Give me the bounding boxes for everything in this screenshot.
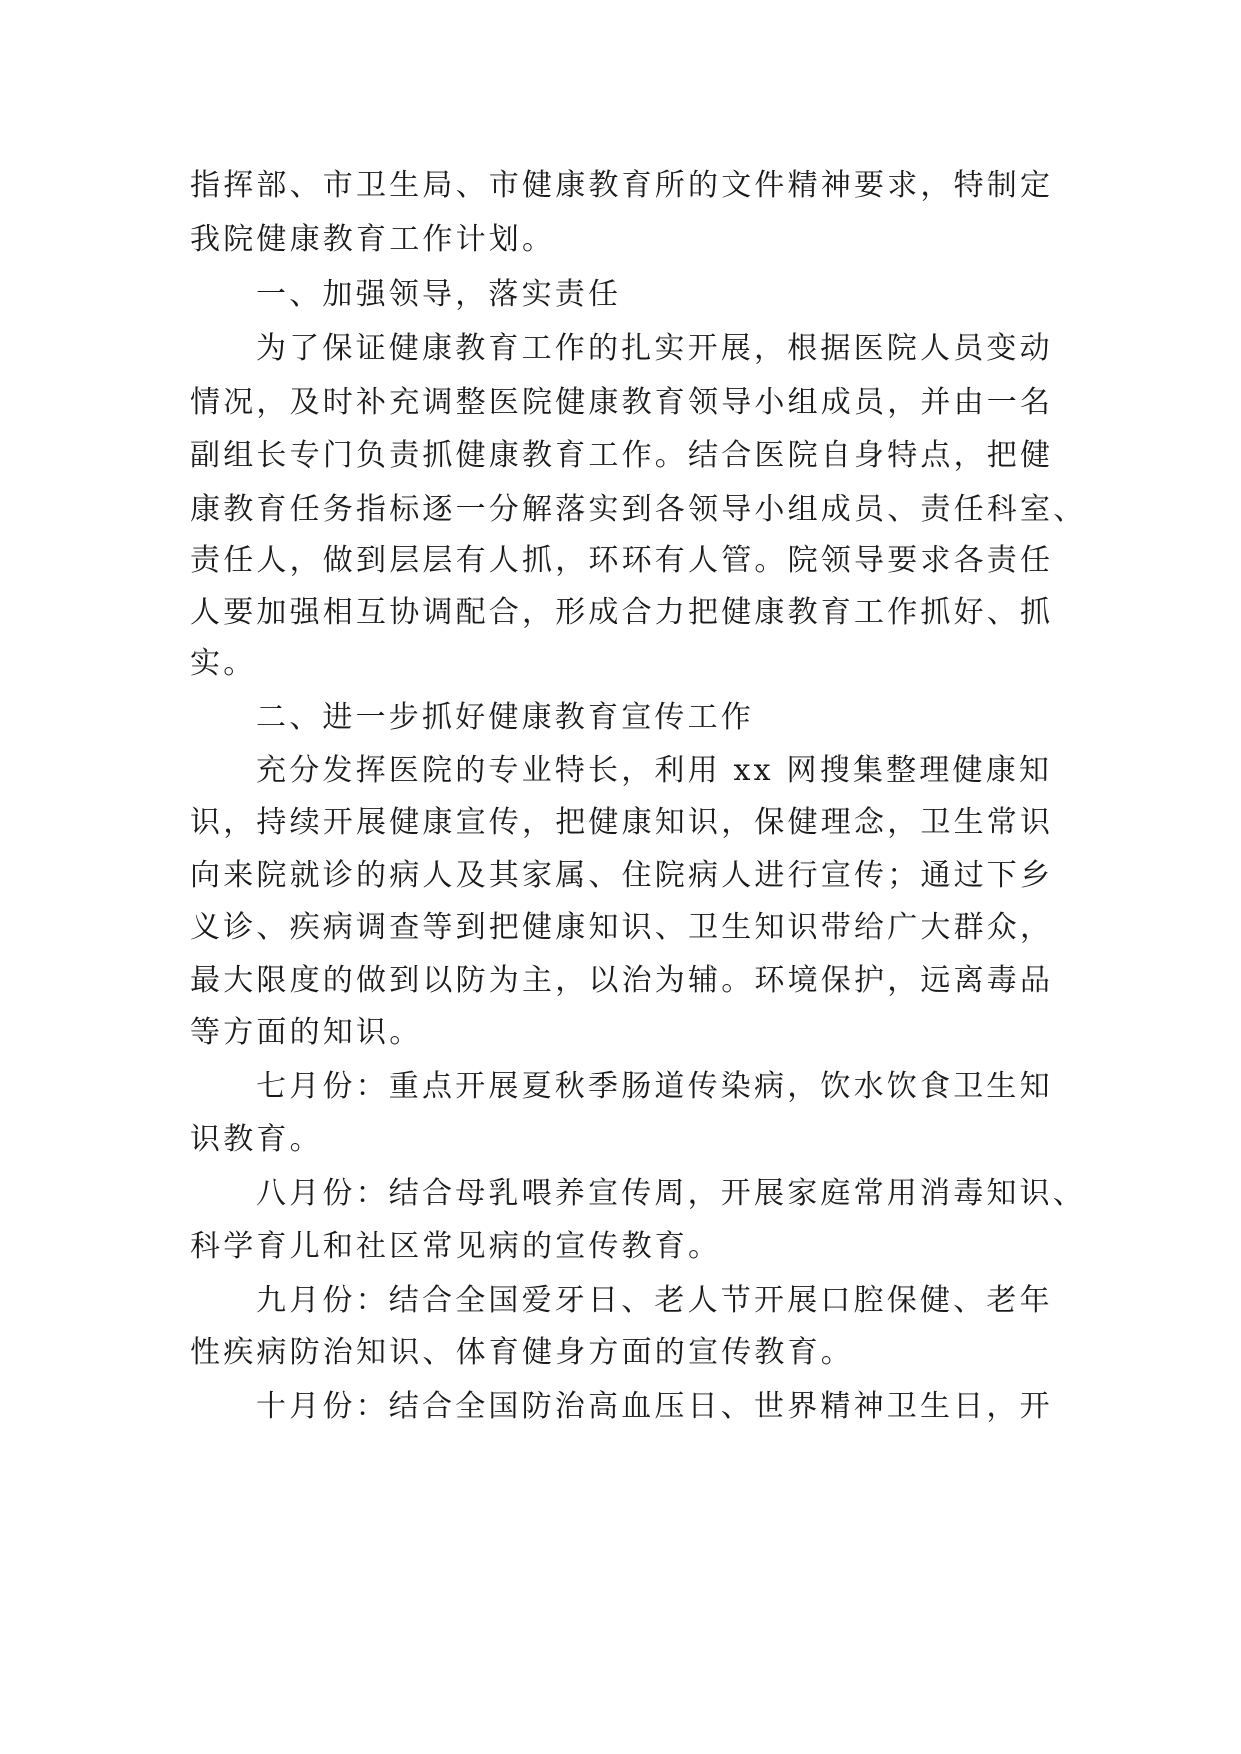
body-text-line: 性疾病防治知识、体育健身方面的宣传教育。 bbox=[190, 1335, 854, 1370]
body-text-line: 等方面的知识。 bbox=[190, 1015, 423, 1050]
body-text-line: 副组长专门负责抓健康教育工作。结合医院自身特点，把健 bbox=[190, 438, 1054, 473]
body-text-line: 责任人，做到层层有人抓，环环有人管。院领导要求各责任 bbox=[190, 543, 1054, 578]
body-text-line: 情况，及时补充调整医院健康教育领导小组成员，并由一名 bbox=[190, 385, 1054, 420]
month-item-september: 九月份：结合全国爱牙日、老人节开展口腔保健、老年 bbox=[256, 1283, 1053, 1318]
body-text-line: 指挥部、市卫生局、市健康教育所的文件精神要求，特制定 bbox=[190, 168, 1054, 203]
body-text-line: 向来院就诊的病人及其家属、住院病人进行宣传；通过下乡 bbox=[190, 858, 1054, 893]
month-item-august: 八月份：结合母乳喂养宣传周，开展家庭常用消毒知识、 bbox=[256, 1176, 1086, 1211]
body-text-line: 充分发挥医院的专业特长，利用 xx 网搜集整理健康知 bbox=[256, 753, 1053, 788]
month-item-july: 七月份：重点开展夏秋季肠道传染病，饮水饮食卫生知 bbox=[256, 1069, 1053, 1104]
body-text-line: 人要加强相互协调配合，形成合力把健康教育工作抓好、抓 bbox=[190, 595, 1054, 630]
section-heading-1: 一、加强领导，落实责任 bbox=[256, 277, 622, 312]
month-item-october: 十月份：结合全国防治高血压日、世界精神卫生日，开 bbox=[256, 1389, 1053, 1424]
body-text-line: 康教育任务指标逐一分解落实到各领导小组成员、责任科室、 bbox=[190, 492, 1087, 527]
body-text-line: 实。 bbox=[190, 646, 257, 681]
body-text-line: 科学育儿和社区常见病的宣传教育。 bbox=[190, 1229, 722, 1264]
body-text-line: 最大限度的做到以防为主，以治为辅。环境保护，远离毒品 bbox=[190, 963, 1054, 998]
body-text-line: 义诊、疾病调查等到把健康知识、卫生知识带给广大群众， bbox=[190, 910, 1054, 945]
body-text-line: 识教育。 bbox=[190, 1122, 323, 1157]
section-heading-2: 二、进一步抓好健康教育宣传工作 bbox=[256, 700, 754, 735]
body-text-line: 我院健康教育工作计划。 bbox=[190, 222, 556, 257]
body-text-line: 识，持续开展健康宣传，把健康知识，保健理念，卫生常识 bbox=[190, 805, 1054, 840]
body-text-line: 为了保证健康教育工作的扎实开展，根据医院人员变动 bbox=[256, 331, 1053, 366]
